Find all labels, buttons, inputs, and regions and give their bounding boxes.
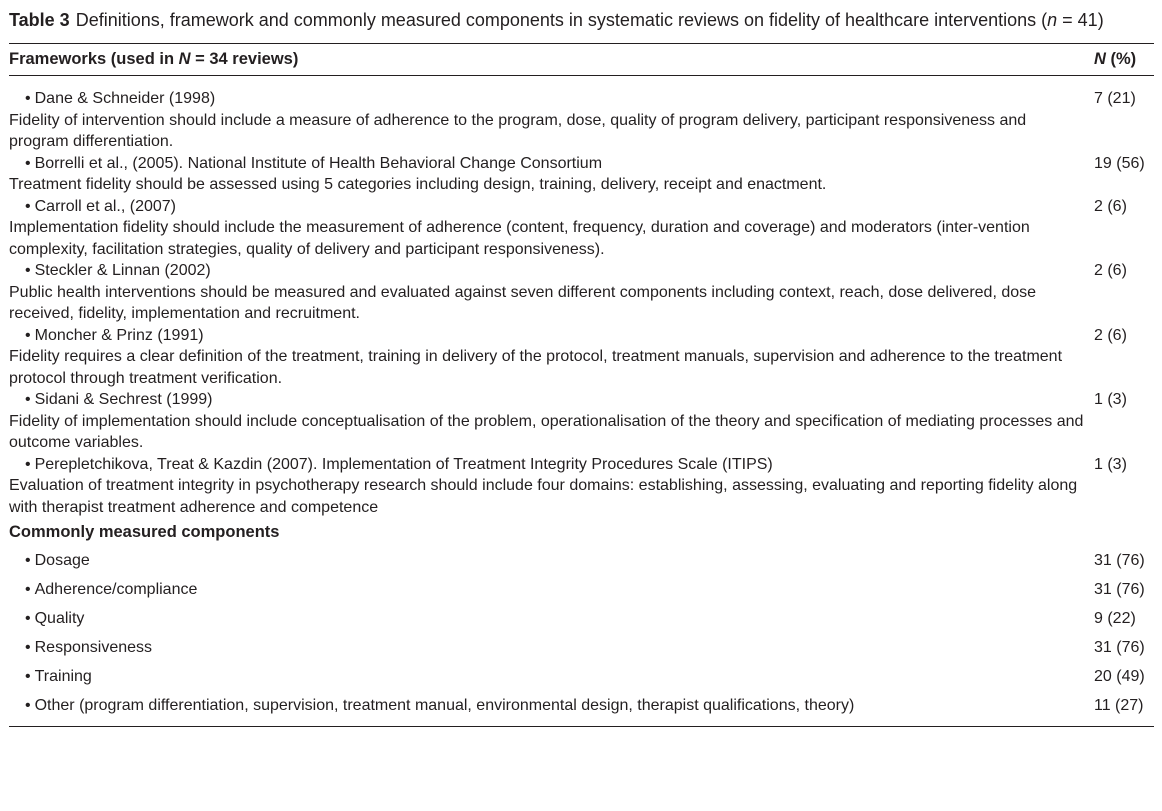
component-row [9,546,1154,575]
bullet: • [25,391,31,408]
components-section-title: Commonly measured components [9,523,280,541]
framework-row [9,389,1154,454]
component-count: 31 (76) [1094,581,1145,598]
component-label: Adherence/compliance [34,581,198,598]
bullet: • [25,455,31,473]
component-label: Training [34,668,92,685]
component-count: 11 (27) [1094,697,1144,714]
framework-count: 2 (6) [1094,326,1127,344]
component-row [9,575,1154,604]
table-bottom-rule [9,726,1154,727]
header-frameworks-suffix: = 34 reviews) [190,50,299,68]
bullet: • [25,154,31,172]
framework-reference: Borrelli et al., (2005). National Institute of Health Behavioral Change Consortium [34,154,603,172]
component-row [9,691,1154,720]
bullet: • [25,326,31,344]
framework-reference: Moncher & Prinz (1991) [34,326,204,344]
caption-n-value: = 41) [1057,10,1104,30]
table-header-row [9,44,1154,75]
bullet: • [25,197,31,215]
framework-description: Evaluation of treatment integrity in psychotherapy research should include four domains: establishing, assessing, evaluating and reporting fidelity along with therapist treatment adherence and competence [9,477,1078,516]
component-label: Other (program differentiation, supervision, treatment manual, environmental design, therapist qualifications, theory) [34,697,855,714]
header-count [1094,50,1154,69]
header-count-suffix: (%) [1105,50,1137,68]
framework-row [9,196,1154,261]
bullet: • [25,90,31,107]
bullet: • [25,581,31,598]
caption-n-symbol: n [1047,10,1058,30]
bullet: • [25,552,31,569]
table-label: Table 3 [9,10,70,30]
component-count: 20 (49) [1094,668,1145,685]
bullet: • [25,668,31,685]
framework-description: Implementation fidelity should include the measurement of adherence (content, frequency, duration and coverage) and moderators (inter-vention complexity, facilitation strategies, quality of delivery and participant responsiveness). [9,219,1030,258]
component-label: Quality [34,610,85,627]
framework-reference: Sidani & Sechrest (1999) [34,391,213,408]
framework-count: 1 (3) [1094,455,1127,473]
component-count: 9 (22) [1094,610,1136,627]
component-count: 31 (76) [1094,639,1145,656]
component-row [9,633,1154,662]
component-count: 31 (76) [1094,552,1145,569]
framework-description: Public health interventions should be measured and evaluated against seven different components including context, reach, dose delivered, dose received, fidelity, implementation and recruitment. [9,283,1037,322]
header-frameworks-n: N [178,50,191,68]
component-row [9,604,1154,633]
framework-description: Fidelity of intervention should include a measure of adherence to the program, dose, quality of program delivery, participant responsiveness and program differentiation. [9,111,1027,150]
framework-row [9,260,1154,325]
framework-count: 2 (6) [1094,197,1127,215]
header-frameworks [9,50,298,69]
framework-count: 1 (3) [1094,391,1127,408]
framework-row [9,325,1154,390]
framework-description: Fidelity requires a clear definition of the treatment, training in delivery of the protocol, treatment manuals, supervision and adherence to the treatment protocol through treatment verification. [9,348,1063,387]
framework-count: 19 (56) [1094,154,1145,172]
component-label: Responsiveness [34,639,153,656]
component-label: Dosage [34,552,90,569]
table-body [9,76,1154,720]
framework-reference: Dane & Schneider (1998) [34,90,216,107]
framework-reference: Perepletchikova, Treat & Kazdin (2007). Implementation of Treatment Integrity Procedures Scale (ITIPS) [34,455,773,473]
bullet: • [25,262,31,279]
component-row [9,662,1154,691]
framework-count: 2 (6) [1094,262,1127,279]
framework-row [9,153,1154,196]
bullet: • [25,639,31,656]
bullet: • [25,610,31,627]
header-count-n: N [1094,50,1106,68]
framework-row [9,454,1154,519]
bullet: • [25,697,31,714]
framework-count: 7 (21) [1094,90,1136,107]
framework-description: Fidelity of implementation should include conceptualisation of the problem, operationalisation of the theory and specification of mediating processes and outcome variables. [9,412,1084,451]
framework-reference: Steckler & Linnan (2002) [34,262,211,279]
table-caption [9,8,1154,33]
caption-text: Definitions, framework and commonly measured components in systematic reviews on fidelity of healthcare interventions ( [75,10,1048,30]
header-frameworks-prefix: Frameworks (used in [9,50,179,68]
framework-reference: Carroll et al., (2007) [34,197,176,215]
framework-description: Treatment fidelity should be assessed using 5 categories including design, training, delivery, receipt and enactment. [9,176,827,193]
framework-row [9,88,1154,153]
